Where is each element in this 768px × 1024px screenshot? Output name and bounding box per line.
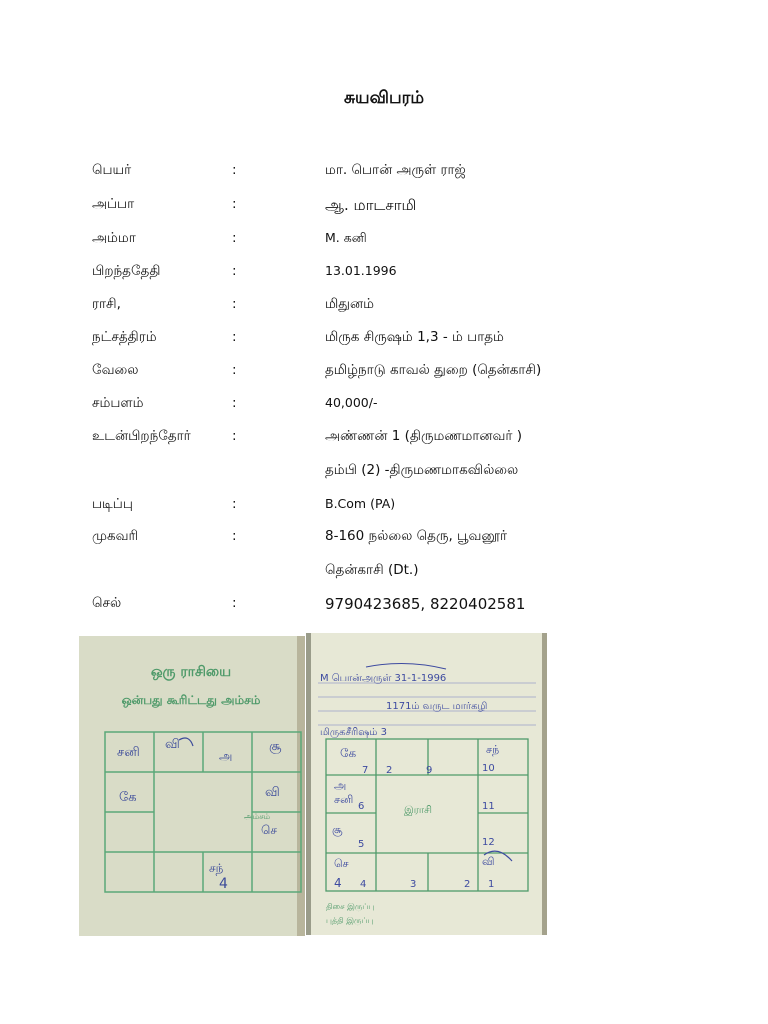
detail-colon: : xyxy=(232,296,237,312)
detail-row-father xyxy=(0,196,768,220)
detail-value: 13.01.1996 xyxy=(325,263,397,278)
cell-text: கே xyxy=(119,790,137,805)
cell-text: சூ xyxy=(269,739,282,754)
header-line: மிருகசீரிஷம் 3 xyxy=(320,727,388,738)
cell-text: சனி xyxy=(117,745,140,760)
detail-colon: : xyxy=(232,528,237,544)
cell-text: சந் xyxy=(209,861,224,875)
footer-line: புத்தி இருப்பு xyxy=(326,916,374,925)
detail-label: நட்சத்திரம் xyxy=(92,329,157,345)
house-number: 2 xyxy=(464,879,471,890)
detail-label: செல் xyxy=(92,595,122,611)
planet-text: அ xyxy=(334,779,347,792)
detail-colon: : xyxy=(232,162,237,178)
detail-row-mother xyxy=(0,230,768,254)
rasi-chart-photo xyxy=(306,633,547,935)
detail-colon: : xyxy=(232,395,237,411)
detail-row-siblings xyxy=(0,428,768,452)
detail-row-siblings-cont xyxy=(0,462,768,486)
house-number: 7 xyxy=(362,765,369,776)
detail-row-rasi xyxy=(0,296,768,320)
house-number: 4 xyxy=(360,879,367,890)
cell-text: வி xyxy=(165,737,180,752)
paper-edge xyxy=(306,633,311,935)
detail-row-phone xyxy=(0,595,768,619)
house-number: 5 xyxy=(358,839,365,850)
detail-row-job xyxy=(0,362,768,386)
house-number: 10 xyxy=(482,763,495,774)
amsam-chart-photo xyxy=(79,636,305,936)
house-number: 11 xyxy=(482,801,495,812)
chart-center-label: இராசி xyxy=(404,805,432,816)
planet-text: சூ xyxy=(332,823,343,836)
detail-value: 9790423685, 8220402581 xyxy=(325,595,526,613)
detail-label: முகவரி xyxy=(92,528,139,544)
detail-row-address xyxy=(0,528,768,552)
document-title: சுயவிபரம் xyxy=(343,88,425,108)
detail-label: அப்பா xyxy=(92,196,135,212)
detail-value: தென்காசி (Dt.) xyxy=(325,562,419,578)
detail-value: தம்பி (2) -திருமணமாகவில்லை xyxy=(325,462,519,478)
detail-row-name xyxy=(0,162,768,186)
detail-value: M. கனி xyxy=(325,230,367,245)
cell-text: வி xyxy=(265,785,280,800)
detail-colon: : xyxy=(232,595,237,611)
detail-label: வேலை xyxy=(92,362,139,378)
detail-value: தமிழ்நாடு காவல் துறை (தென்காசி) xyxy=(325,362,542,378)
house-number: 6 xyxy=(358,801,365,812)
cell-text: 4 xyxy=(219,876,228,892)
detail-colon: : xyxy=(232,362,237,378)
detail-label: பெயர் xyxy=(92,162,132,178)
detail-colon: : xyxy=(232,428,237,444)
house-number: 4 xyxy=(334,876,342,890)
house-number: 1 xyxy=(488,879,495,890)
house-number: 12 xyxy=(482,837,495,848)
detail-label: சம்பளம் xyxy=(92,395,144,411)
detail-value: 40,000/- xyxy=(325,395,378,410)
detail-row-education xyxy=(0,496,768,520)
planet-text: சந் xyxy=(486,743,500,756)
house-number: 3 xyxy=(410,879,417,890)
detail-value: மா. பொன் அருள் ராஜ் xyxy=(325,162,466,178)
planet-text: வி xyxy=(482,855,495,868)
header-line: M பொன்அருள் 31-1-1996 xyxy=(320,673,447,684)
detail-value: மிதுனம் xyxy=(325,296,374,312)
detail-label: உடன்பிறந்தோர் xyxy=(92,428,191,444)
detail-row-address-cont xyxy=(0,562,768,586)
detail-label: படிப்பு xyxy=(92,496,133,512)
house-number: 9 xyxy=(426,765,433,776)
detail-value: அண்ணன் 1 (திருமணமானவர் ) xyxy=(325,428,523,444)
paper-edge xyxy=(542,633,547,935)
cell-text: செ xyxy=(261,823,277,837)
detail-colon: : xyxy=(232,329,237,345)
house-number: 2 xyxy=(386,765,393,776)
amsam-chart xyxy=(79,636,305,936)
chart-heading-line2: ஒன்பது கூரிட்டது அம்சம் xyxy=(121,693,261,707)
detail-label: ராசி, xyxy=(92,296,121,312)
detail-label: அம்மா xyxy=(92,230,136,246)
detail-row-salary xyxy=(0,395,768,419)
detail-row-birthdate xyxy=(0,263,768,287)
header-line: 1171ம் வருட மார்கழி xyxy=(386,701,488,712)
rasi-chart xyxy=(306,633,547,935)
detail-value: B.Com (PA) xyxy=(325,496,396,511)
detail-value: 8-160 நல்லை தெரு, பூவனூர் xyxy=(325,528,508,544)
detail-colon: : xyxy=(232,196,237,212)
cell-text: அ xyxy=(219,749,233,763)
detail-row-star xyxy=(0,329,768,353)
detail-value: ஆ. மாடசாமி xyxy=(325,196,417,214)
detail-colon: : xyxy=(232,263,237,279)
planet-text: கே xyxy=(340,746,357,760)
planet-text: சனி xyxy=(334,793,354,806)
planet-text: செ xyxy=(334,857,349,870)
detail-value: மிருக சிருஷம் 1,3 - ம் பாதம் xyxy=(325,329,504,345)
detail-colon: : xyxy=(232,230,237,246)
chart-heading-line1: ஒரு ராசியை xyxy=(150,664,232,680)
detail-label: பிறந்ததேதி xyxy=(92,263,161,279)
detail-colon: : xyxy=(232,496,237,512)
chart-center-label: அம்சம் xyxy=(243,812,271,821)
footer-line: திசை இருப்பு xyxy=(326,902,375,911)
